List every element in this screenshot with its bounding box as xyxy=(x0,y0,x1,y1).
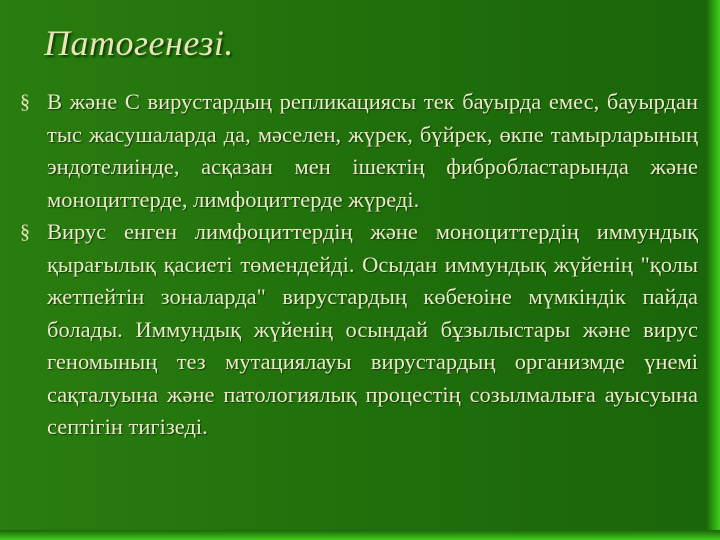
slide-edge-bottom xyxy=(0,530,720,540)
bullet-marker-icon: § xyxy=(20,91,30,113)
slide-edge-right xyxy=(706,0,720,540)
bullet-text-2: Вирус енген лимфоциттердің және моноциттердің иммундық қырағылық қасиеті төмендейді. Осыдан иммундық жүйенің "қолы жетпейтін зоналарда" вирустардың көбеюіне мүмкіндік пайда болады. Иммундық жүйенің осындай бұзылыстары және вирус геномының тез мутациялауы вирустардың организмде үнемі сақталуына және патологиялық процестің созылмалыға ауысуына септігін тигізеді. xyxy=(47,219,698,439)
bullet-item-1 xyxy=(20,86,698,216)
bullet-list xyxy=(20,86,698,444)
slide-title: Патогенезі. xyxy=(44,23,234,63)
bullet-marker-icon: § xyxy=(20,221,30,243)
bullet-item-2 xyxy=(20,216,698,444)
bullet-text-1: В және С вирустардың репликациясы тек бауырда емес, бауырдан тыс жасушаларда да, мәселен, жүрек, бүйрек, өкпе тамырларының эндотелиінде, асқазан мен ішектің фибробластарында және моноциттерде, лимфоциттерде жүреді. xyxy=(47,89,698,212)
